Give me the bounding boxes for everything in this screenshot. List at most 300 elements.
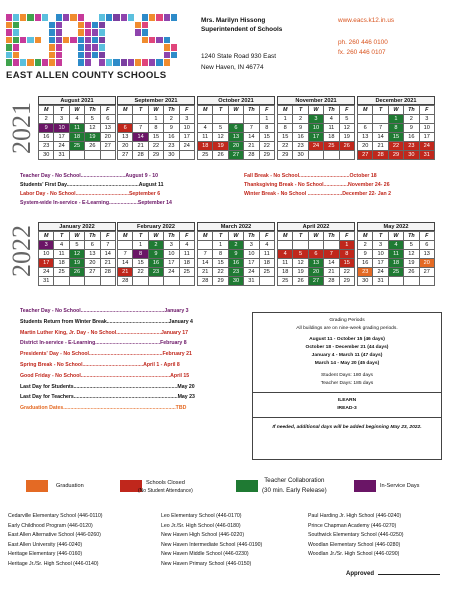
day-cell: 21 [244, 142, 259, 151]
day-cell: 2 [39, 115, 54, 124]
weekday-header: F [339, 106, 354, 115]
day-cell: 25 [179, 268, 194, 277]
day-cell: 8 [148, 124, 163, 133]
day-cell [85, 151, 100, 160]
day-cell: 9 [293, 124, 308, 133]
iread-label: IREAD-3 [337, 406, 357, 411]
day-cell [100, 277, 115, 286]
day-cell: 4 [69, 115, 84, 124]
day-cell: 17 [419, 133, 434, 142]
day-cell: 31 [39, 277, 54, 286]
grading-period-3: January 4 - March 11 (47 days) [311, 353, 383, 358]
day-cell: 23 [404, 142, 419, 151]
address-line-1: 1240 State Road 930 East [201, 53, 276, 60]
day-cell: 19 [213, 142, 228, 151]
district-logo [6, 14, 192, 86]
day-cell: 13 [358, 133, 373, 142]
legend [0, 474, 453, 508]
calendar-note: Last Day for Students........................................................................May 20 [20, 383, 195, 390]
day-cell: 17 [39, 259, 54, 268]
day-cell: 16 [228, 259, 243, 268]
legend-collab-sub: (30 min. Early Release) [262, 486, 327, 494]
weekday-header: Th [244, 106, 259, 115]
day-cell: 29 [278, 151, 293, 160]
weekday-header: W [148, 106, 163, 115]
weekday-header: T [293, 232, 308, 241]
month-title: January 2022 [38, 222, 116, 231]
day-cell: 5 [85, 115, 100, 124]
day-cell: 29 [148, 151, 163, 160]
day-cell: 16 [404, 133, 419, 142]
schools-col-3 [308, 512, 403, 560]
day-cell [213, 115, 228, 124]
day-cell: 2 [164, 115, 179, 124]
weekday-header: F [419, 232, 434, 241]
day-cell [259, 277, 274, 286]
day-cell: 9 [404, 124, 419, 133]
school-entry: Leo Jr./Sr. High School (446-0180) [161, 522, 241, 529]
day-cell [419, 277, 434, 286]
day-cell: 23 [39, 142, 54, 151]
grading-subtitle: All buildings are on nine-week grading periods. [296, 326, 398, 331]
day-cell: 29 [259, 151, 274, 160]
weekday-header: Th [85, 232, 100, 241]
day-cell: 20 [358, 142, 373, 151]
calendar-note: Good Friday - No School..............................................................April 15 [20, 372, 190, 379]
day-cell: 30 [358, 277, 373, 286]
day-cell: 1 [388, 115, 403, 124]
logo-letter-s [135, 14, 177, 66]
month-may-2022 [357, 222, 435, 286]
day-cell [308, 241, 323, 250]
legend-swatch-collab [236, 480, 258, 492]
month-february-2022 [117, 222, 195, 286]
day-cell [358, 115, 373, 124]
day-cell: 19 [69, 259, 84, 268]
day-cell: 27 [358, 151, 373, 160]
weekday-header: F [100, 106, 115, 115]
weekday-header: T [293, 106, 308, 115]
superintendent-name: Mrs. Marilyn Hissong [201, 17, 266, 24]
day-cell [148, 277, 163, 286]
day-cell: 30 [39, 151, 54, 160]
day-cell: 15 [148, 133, 163, 142]
day-cell: 10 [419, 124, 434, 133]
month-april-2022 [277, 222, 355, 286]
day-cell: 28 [133, 151, 148, 160]
superintendent-block [201, 16, 282, 34]
month-title: April 2022 [277, 222, 355, 231]
day-cell: 1 [278, 115, 293, 124]
month-march-2022 [197, 222, 275, 286]
school-entry: New Haven Intermediate School (446-0190) [161, 541, 263, 548]
day-cell: 5 [213, 124, 228, 133]
day-cell: 8 [133, 250, 148, 259]
day-cell [179, 151, 194, 160]
day-cell: 15 [213, 259, 228, 268]
day-cell: 2 [404, 115, 419, 124]
school-entry: Southwick Elementary School (446-0250) [308, 532, 404, 538]
phone-number: ph. 260 446 0100 [338, 39, 388, 46]
weekday-header: F [339, 232, 354, 241]
day-cell [118, 241, 133, 250]
day-cell: 14 [244, 133, 259, 142]
weekday-header: W [308, 106, 323, 115]
day-cell: 20 [100, 133, 115, 142]
weekday-header: T [54, 232, 69, 241]
notes-2021-left [20, 172, 172, 208]
day-cell: 8 [278, 124, 293, 133]
school-entry: Leo Elementary School (446-0170) [161, 513, 242, 519]
day-cell: 2 [228, 241, 243, 250]
schools-col-1 [8, 512, 102, 569]
school-entry: East Allen University (446-0240) [8, 541, 83, 548]
day-cell: 23 [164, 142, 179, 151]
calendar-note: Martin Luther King, Jr. Day - No School...............................January 17 [20, 329, 189, 336]
day-cell: 22 [388, 142, 403, 151]
day-cell: 25 [388, 268, 403, 277]
day-cell: 3 [54, 115, 69, 124]
day-cell: 13 [85, 250, 100, 259]
day-cell: 4 [179, 241, 194, 250]
weekday-header: Th [324, 232, 339, 241]
day-cell: 28 [324, 277, 339, 286]
day-cell: 5 [69, 241, 84, 250]
day-cell: 11 [179, 250, 194, 259]
weekday-header: T [133, 232, 148, 241]
day-cell: 11 [198, 133, 213, 142]
ilearn-label: ILEARN [337, 398, 357, 403]
day-cell: 27 [228, 151, 243, 160]
day-cell: 12 [69, 250, 84, 259]
day-cell: 29 [339, 277, 354, 286]
school-entry: New Haven Primary School (446-0150) [161, 560, 252, 567]
day-cell: 3 [308, 115, 323, 124]
day-cell: 27 [118, 151, 133, 160]
weekday-header: T [373, 232, 388, 241]
weekday-header: W [228, 106, 243, 115]
school-entry: Prince Chapman Academy (446-0270) [308, 522, 397, 529]
day-cell: 6 [419, 241, 434, 250]
day-cell: 15 [278, 133, 293, 142]
day-cell: 10 [179, 124, 194, 133]
day-cell: 28 [244, 151, 259, 160]
day-cell: 17 [373, 259, 388, 268]
weekday-header: Th [164, 106, 179, 115]
day-cell: 22 [339, 268, 354, 277]
day-cell: 15 [388, 133, 403, 142]
day-cell: 18 [324, 133, 339, 142]
weekday-header: W [148, 232, 163, 241]
day-cell: 10 [164, 250, 179, 259]
grading-title: Grading Periods [329, 318, 365, 323]
day-cell [278, 241, 293, 250]
day-cell: 13 [308, 259, 323, 268]
day-cell: 26 [293, 277, 308, 286]
day-cell: 11 [259, 250, 274, 259]
weekday-header: F [259, 232, 274, 241]
weekday-header: F [179, 106, 194, 115]
year-label-2022: 2022 [7, 225, 36, 277]
day-cell [339, 151, 354, 160]
calendar-note: Thanksgiving Break - No School.................November 24- 26 [244, 182, 390, 188]
weekday-header: W [69, 232, 84, 241]
weekday-header: T [213, 106, 228, 115]
day-cell: 16 [148, 259, 163, 268]
day-cell: 28 [373, 151, 388, 160]
month-title: March 2022 [197, 222, 275, 231]
day-cell [179, 277, 194, 286]
weekday-header: M [358, 232, 373, 241]
day-cell: 20 [118, 142, 133, 151]
day-cell: 7 [118, 250, 133, 259]
day-cell [100, 151, 115, 160]
day-cell [164, 277, 179, 286]
calendar-note: Last Day for Teachers........................................................................May 23 [20, 394, 195, 401]
day-cell: 2 [293, 115, 308, 124]
day-cell: 6 [118, 124, 133, 133]
day-cell: 4 [278, 250, 293, 259]
day-cell: 30 [293, 151, 308, 160]
day-cell: 2 [358, 241, 373, 250]
weekday-header: M [278, 106, 293, 115]
day-cell: 6 [85, 241, 100, 250]
day-cell: 20 [228, 142, 243, 151]
day-cell: 27 [100, 142, 115, 151]
day-cell: 2 [148, 241, 163, 250]
day-cell: 12 [404, 250, 419, 259]
day-cell [198, 241, 213, 250]
day-cell: 29 [213, 277, 228, 286]
day-cell [118, 115, 133, 124]
day-cell: 25 [198, 151, 213, 160]
month-august-2021 [38, 96, 116, 160]
day-cell: 9 [358, 250, 373, 259]
month-title: September 2021 [117, 96, 195, 105]
superintendent-title: Superintendent of Schools [201, 26, 283, 33]
legend-label-graduation: Graduation [56, 483, 84, 489]
day-cell: 11 [69, 124, 84, 133]
day-cell: 7 [198, 250, 213, 259]
day-cell: 27 [419, 268, 434, 277]
day-cell: 10 [244, 250, 259, 259]
month-december-2021 [357, 96, 435, 160]
calendar-note: Students' First Day..................................................August 11 [20, 182, 164, 188]
day-cell [133, 277, 148, 286]
legend-collab-title: Teacher Collaboration [264, 477, 325, 484]
day-cell: 4 [388, 241, 403, 250]
day-cell: 31 [244, 277, 259, 286]
day-cell: 12 [213, 133, 228, 142]
day-cell: 20 [419, 259, 434, 268]
day-cell: 19 [404, 259, 419, 268]
weekday-header: T [54, 106, 69, 115]
weekday-header: F [259, 106, 274, 115]
day-cell: 22 [148, 142, 163, 151]
grading-divider [253, 392, 441, 393]
weekday-header: T [213, 232, 228, 241]
day-cell: 19 [339, 133, 354, 142]
weekday-header: Th [164, 232, 179, 241]
day-cell: 3 [244, 241, 259, 250]
day-cell: 6 [308, 250, 323, 259]
day-cell: 26 [339, 142, 354, 151]
day-cell: 8 [388, 124, 403, 133]
day-cell: 28 [118, 277, 133, 286]
day-cell: 11 [388, 250, 403, 259]
day-cell: 27 [85, 268, 100, 277]
school-entry: Woodlan Jr./Sr. High School (446-0290) [308, 551, 400, 557]
day-cell: 3 [164, 241, 179, 250]
day-cell: 24 [54, 142, 69, 151]
weekday-header: M [118, 232, 133, 241]
day-cell: 23 [228, 268, 243, 277]
signature-line [378, 574, 440, 575]
day-cell: 23 [148, 268, 163, 277]
logo-mosaic [6, 14, 192, 66]
fax-number: fx. 260 446 0107 [338, 49, 386, 56]
legend-swatch-inservice [354, 480, 376, 492]
day-cell: 3 [419, 115, 434, 124]
day-cell: 3 [39, 241, 54, 250]
day-cell: 30 [164, 151, 179, 160]
day-cell: 9 [164, 124, 179, 133]
weekday-header: M [358, 106, 373, 115]
day-cell: 22 [213, 268, 228, 277]
day-cell: 1 [148, 115, 163, 124]
school-entry: Woodlan Elementary School (446-0280) [308, 541, 401, 548]
calendar-note: Spring Break - No School..........................................April 1 - April 8 [20, 361, 180, 368]
day-cell: 29 [388, 151, 403, 160]
day-cell: 17 [179, 133, 194, 142]
school-entry: Heritage Elementary (446-0160) [8, 551, 83, 557]
day-cell: 7 [133, 124, 148, 133]
calendar-note: System-wide In-service - E-Learning....................September 14 [20, 200, 172, 206]
day-cell: 17 [164, 259, 179, 268]
day-cell [373, 115, 388, 124]
day-cell: 24 [373, 268, 388, 277]
day-cell: 7 [100, 241, 115, 250]
day-cell [198, 115, 213, 124]
weekday-header: T [373, 106, 388, 115]
day-cell: 1 [133, 241, 148, 250]
day-cell: 18 [198, 142, 213, 151]
year-label-2021: 2021 [7, 102, 36, 154]
day-cell: 11 [54, 250, 69, 259]
calendar-note: Teacher Day - No School..........................................................January 3 [20, 308, 189, 314]
website-link[interactable]: www.eacs.k12.in.us [338, 17, 395, 24]
day-cell: 10 [308, 124, 323, 133]
month-january-2022 [38, 222, 116, 286]
day-cell: 11 [324, 124, 339, 133]
approved-signature [346, 571, 440, 577]
day-cell: 15 [339, 259, 354, 268]
day-cell: 7 [244, 124, 259, 133]
day-cell: 17 [244, 259, 259, 268]
weekday-header: M [39, 232, 54, 241]
day-cell: 9 [148, 250, 163, 259]
day-cell: 22 [278, 142, 293, 151]
calendar-note: Students Return from Winter Break...........................................January 4 [20, 318, 193, 325]
day-cell: 25 [259, 268, 274, 277]
day-cell [293, 241, 308, 250]
calendar-note: Teacher Day - No School...............................August 9 - 10 [20, 173, 158, 179]
day-cell: 12 [293, 259, 308, 268]
school-entry: Paul Harding Jr. High School (446-0240) [308, 513, 402, 519]
weekday-header: Th [404, 106, 419, 115]
day-cell: 23 [358, 268, 373, 277]
day-cell: 25 [69, 142, 84, 151]
day-cell: 12 [339, 124, 354, 133]
day-cell: 14 [198, 259, 213, 268]
day-cell [308, 151, 323, 160]
weekday-header: M [198, 106, 213, 115]
day-cell: 24 [244, 268, 259, 277]
approved-label: Approved [346, 571, 375, 577]
day-cell: 26 [404, 268, 419, 277]
day-cell: 7 [373, 124, 388, 133]
weekday-header: M [198, 232, 213, 241]
calendar-note: Fall Break - No School...................................October 18 [244, 173, 377, 179]
day-cell: 23 [293, 142, 308, 151]
grading-period-2: October 18 - December 21 (44 days) [305, 345, 389, 350]
day-cell: 4 [198, 124, 213, 133]
weekday-header: Th [404, 232, 419, 241]
day-cell: 27 [308, 277, 323, 286]
notes-2022 [20, 306, 195, 414]
month-november-2021 [277, 96, 355, 160]
day-cell: 14 [373, 133, 388, 142]
day-cell: 21 [373, 142, 388, 151]
legend-closed-title: Schools Closed [145, 480, 185, 486]
weekday-header: W [228, 232, 243, 241]
day-cell: 13 [419, 250, 434, 259]
calendar-note: Labor Day - No School.....................................September 6 [20, 191, 161, 197]
school-entry: New Haven Middle School (446-0230) [161, 551, 249, 557]
day-cell: 28 [100, 268, 115, 277]
student-days: Student Days: 180 days [321, 373, 373, 378]
day-cell: 6 [100, 115, 115, 124]
address-line-2: New Haven, IN 46774 [201, 64, 264, 71]
additional-days-note: If needed, additional days will be added beginning May 23, 2022. [272, 425, 422, 430]
day-cell: 25 [324, 142, 339, 151]
day-cell: 15 [259, 133, 274, 142]
school-entry: East Allen Alternative School (446-0260) [8, 532, 101, 538]
day-cell: 21 [324, 268, 339, 277]
contact-block [338, 16, 394, 58]
day-cell: 28 [198, 277, 213, 286]
day-cell: 9 [39, 124, 54, 133]
address-block [201, 51, 276, 73]
day-cell [404, 277, 419, 286]
month-title: November 2021 [277, 96, 355, 105]
grading-divider-2 [253, 417, 441, 418]
day-cell: 6 [228, 124, 243, 133]
day-cell: 18 [278, 268, 293, 277]
day-cell: 16 [164, 133, 179, 142]
weekday-header: Th [85, 106, 100, 115]
day-cell: 5 [293, 250, 308, 259]
legend-label-collab [262, 476, 327, 495]
grading-period-1: August 11 - October 15 (46 days) [309, 337, 385, 342]
day-cell: 5 [339, 115, 354, 124]
notes-2021-right [244, 172, 391, 199]
month-title: February 2022 [117, 222, 195, 231]
day-cell: 8 [213, 250, 228, 259]
day-cell [388, 277, 403, 286]
day-cell: 26 [85, 142, 100, 151]
logo-letter-e [6, 14, 48, 66]
